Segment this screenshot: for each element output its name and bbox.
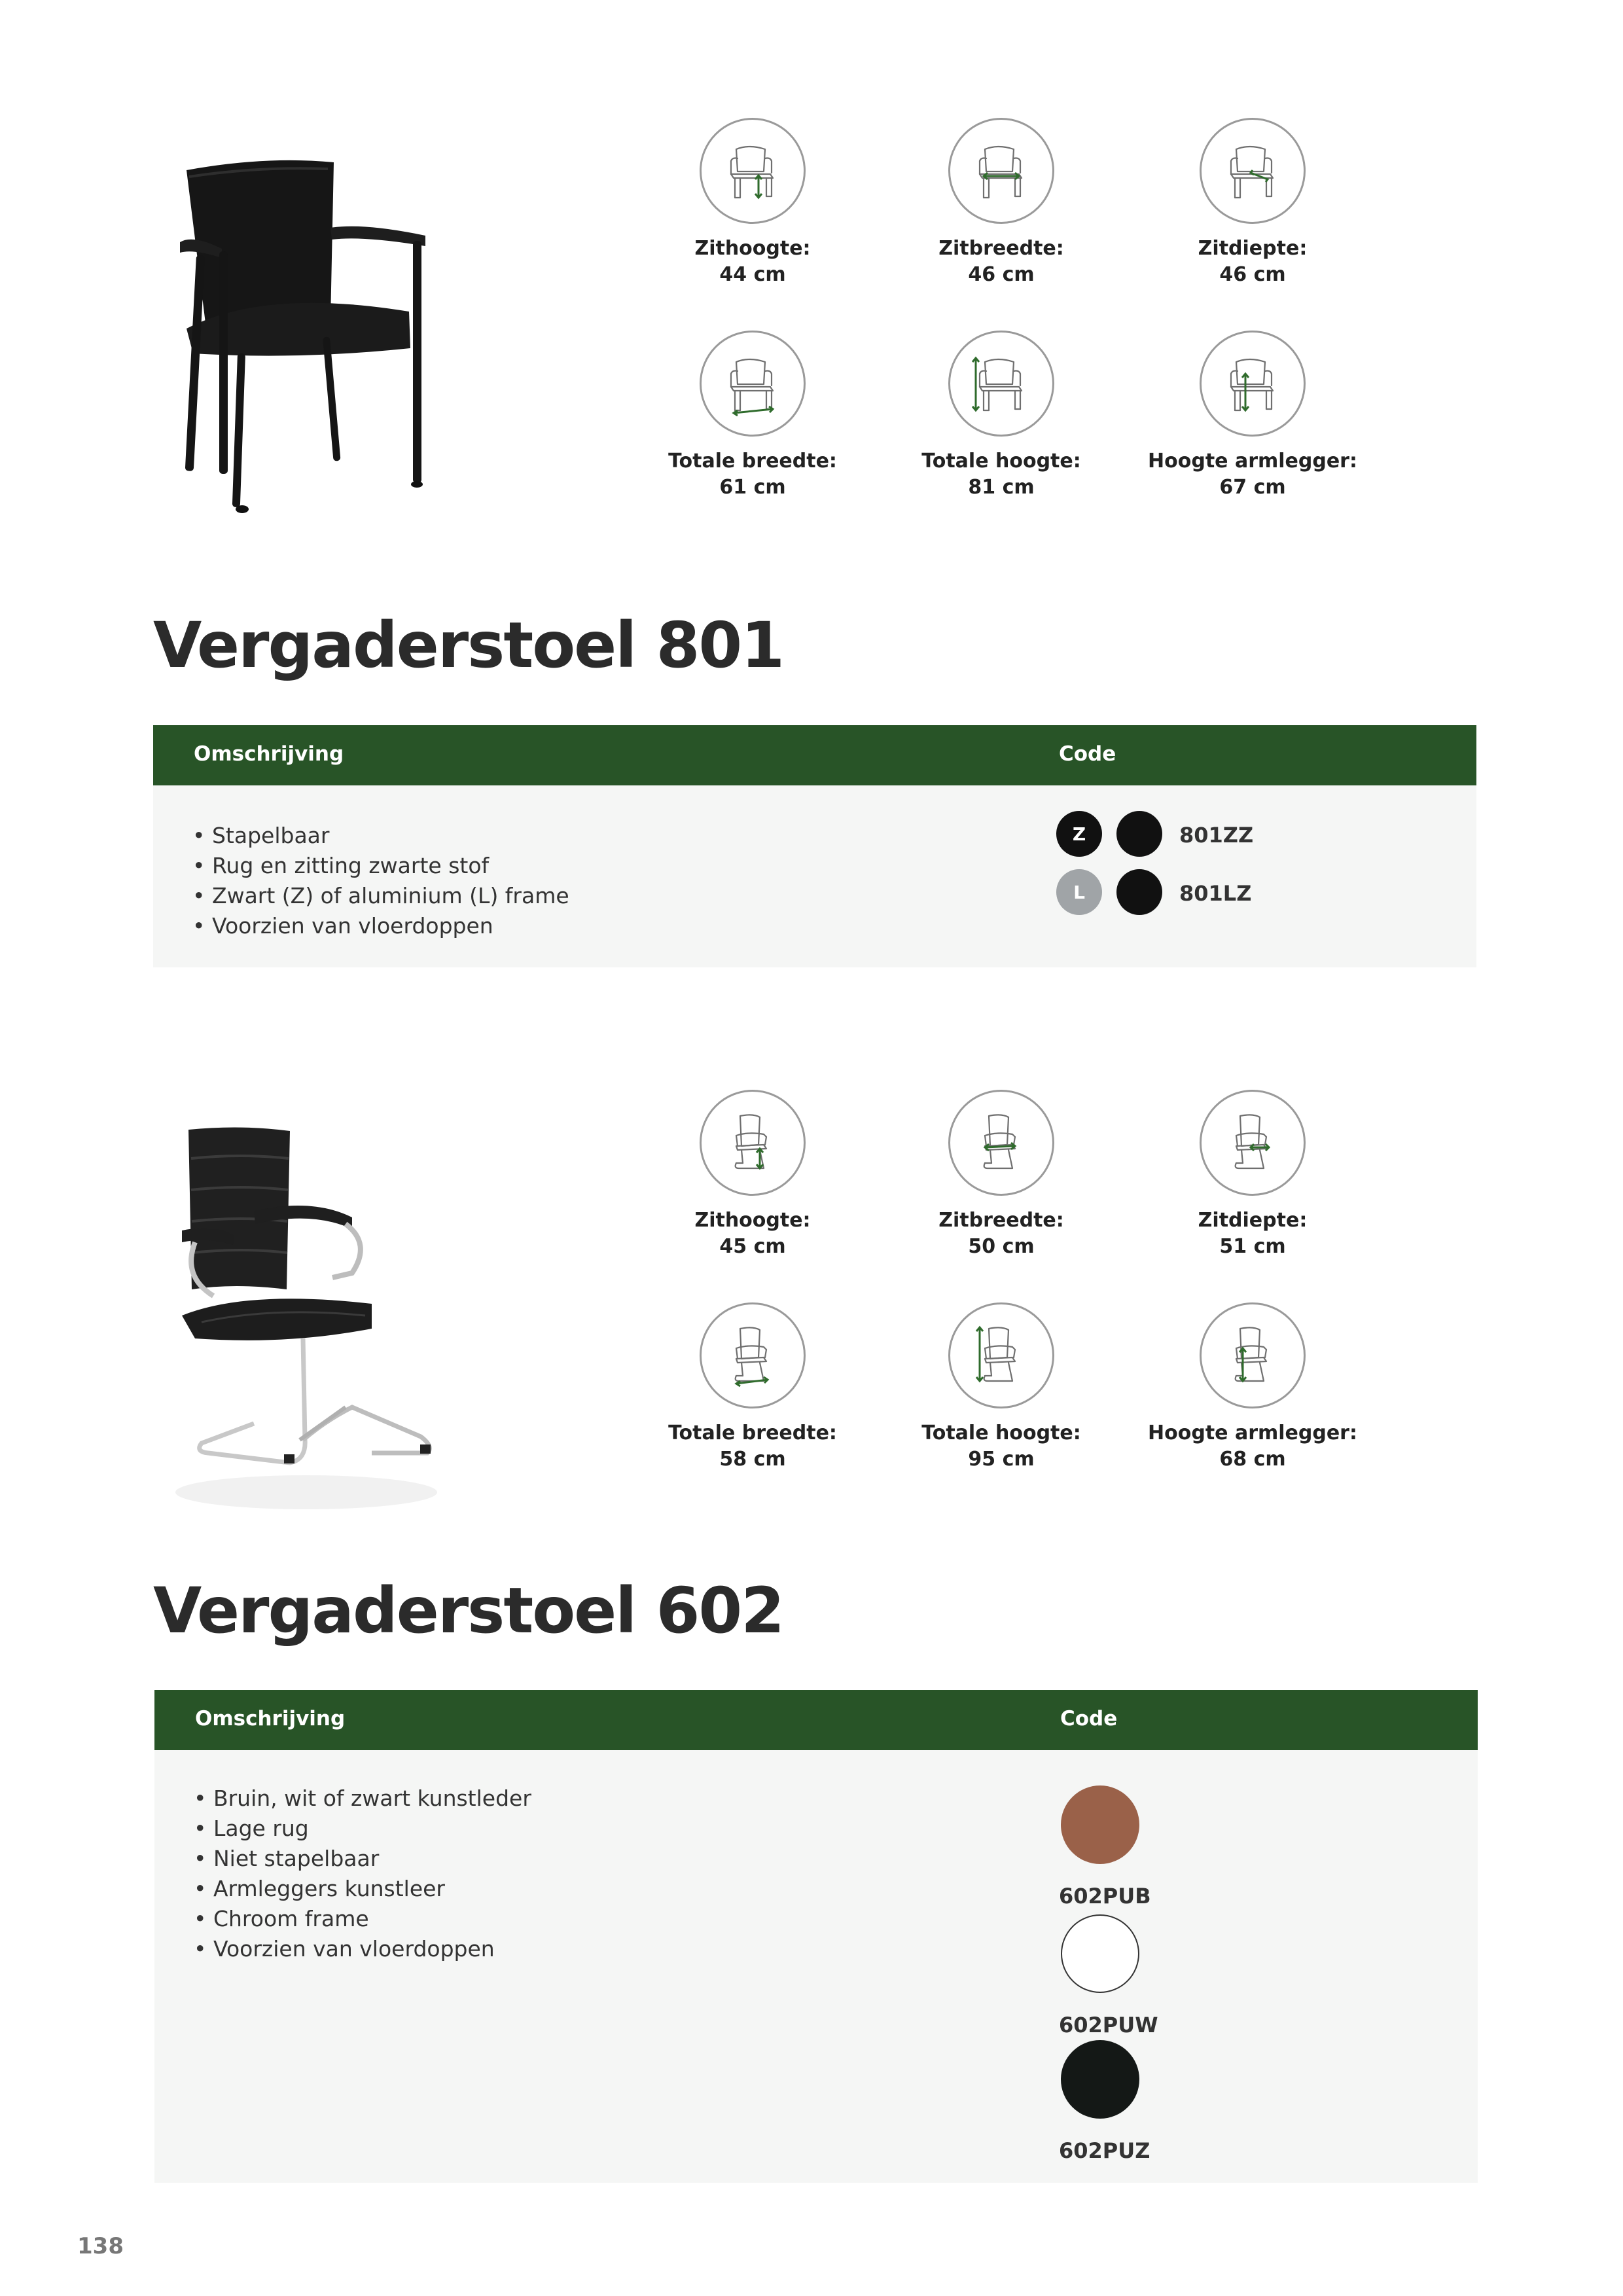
column-code: Code [1060,1707,1118,1731]
description-item: • Niet stapelbaar [194,1844,531,1874]
fabric-swatch-black [1116,811,1162,857]
spec-value: 46 cm [1219,263,1286,286]
spec-label: Zithoogte: [694,1209,811,1232]
table-header [154,1690,1478,1750]
spec-value: 58 cm [719,1448,786,1471]
description-item: • Bruin, wit of zwart kunstleder [194,1784,531,1814]
spec-label: Totale breedte: [668,450,837,473]
spec-seat-depth [1128,118,1377,288]
seat-depth-icon [1200,118,1306,224]
spec-value: 67 cm [1219,476,1286,499]
spec-seat-height [628,118,877,288]
spec-label: Totale hoogte: [921,450,1081,473]
description-item: • Lage rug [194,1814,531,1844]
total-width-icon [700,331,806,437]
seat-height-icon [700,1090,806,1196]
fabric-swatch-black [1116,869,1162,915]
product-title: Vergaderstoel 602 [153,1574,783,1647]
description-list [194,1784,531,1964]
stacking-chair-with-armrests-photo [167,157,442,524]
dimension-specs [628,118,1414,524]
total-width-icon [700,1302,806,1408]
spec-label: Zitdiepte: [1198,237,1308,260]
spec-total-width [628,1302,877,1473]
column-code: Code [1059,742,1116,766]
seat-width-icon [948,118,1054,224]
spec-value: 46 cm [968,263,1035,286]
description-item: • Stapelbaar [192,821,569,851]
column-description: Omschrijving [194,742,344,766]
product-code: 602PUB [1059,1884,1151,1909]
spec-seat-height [628,1090,877,1260]
table-header [153,725,1476,785]
spec-value: 61 cm [719,476,786,499]
spec-seat-depth [1128,1090,1377,1260]
page-number: 138 [77,2233,124,2259]
spec-label: Zitbreedte: [938,237,1064,260]
spec-value: 50 cm [968,1235,1035,1258]
dimension-specs [628,1090,1414,1496]
description-item: • Voorzien van vloerdoppen [192,911,569,941]
color-swatch-white [1059,1914,1158,2037]
cantilever-leather-chair-photo [156,1126,450,1518]
spec-seat-width [877,1090,1126,1260]
spec-label: Totale hoogte: [921,1422,1081,1444]
spec-label: Zitdiepte: [1198,1209,1308,1232]
spec-value: 95 cm [968,1448,1035,1471]
product-code: 801ZZ [1179,823,1254,848]
total-height-icon [948,1302,1054,1408]
spec-value: 68 cm [1219,1448,1286,1471]
description-list [192,821,569,941]
spec-total-height [877,1302,1126,1473]
spec-value: 51 cm [1219,1235,1286,1258]
product-code: 602PUZ [1059,2138,1150,2163]
color-swatch-brown [1059,1785,1151,1909]
product-table [154,1690,1478,2183]
product-code: 602PUW [1059,2013,1158,2037]
column-description: Omschrijving [195,1707,346,1731]
seat-width-icon [948,1090,1054,1196]
description-item: • Voorzien van vloerdoppen [194,1934,531,1964]
spec-seat-width [877,118,1126,288]
product-code: 801LZ [1179,881,1252,906]
seat-depth-icon [1200,1090,1306,1196]
seat-height-icon [700,118,806,224]
spec-value: 45 cm [719,1235,786,1258]
swatch-circle [1061,2040,1139,2119]
total-height-icon [948,331,1054,437]
armrest-height-icon [1200,1302,1306,1408]
frame-swatch-black: Z [1056,811,1102,857]
spec-total-height [877,331,1126,501]
description-item: • Rug en zitting zwarte stof [192,851,569,881]
color-swatch-black [1059,2040,1150,2163]
spec-value: 81 cm [968,476,1035,499]
spec-value: 44 cm [719,263,786,286]
spec-armrest-height [1128,331,1377,501]
spec-label: Hoogte armlegger: [1148,1422,1357,1444]
swatch-circle [1061,1785,1139,1864]
spec-armrest-height [1128,1302,1377,1473]
frame-swatch-aluminium: L [1056,869,1102,915]
description-item: • Zwart (Z) of aluminium (L) frame [192,881,569,911]
description-item: • Armleggers kunstleer [194,1874,531,1904]
product-table [153,725,1476,967]
spec-label: Zitbreedte: [938,1209,1064,1232]
product-title: Vergaderstoel 801 [153,609,783,682]
description-item: • Chroom frame [194,1904,531,1934]
spec-label: Hoogte armlegger: [1148,450,1357,473]
armrest-height-icon [1200,331,1306,437]
swatch-circle [1061,1914,1139,1993]
spec-total-width [628,331,877,501]
spec-label: Zithoogte: [694,237,811,260]
spec-label: Totale breedte: [668,1422,837,1444]
